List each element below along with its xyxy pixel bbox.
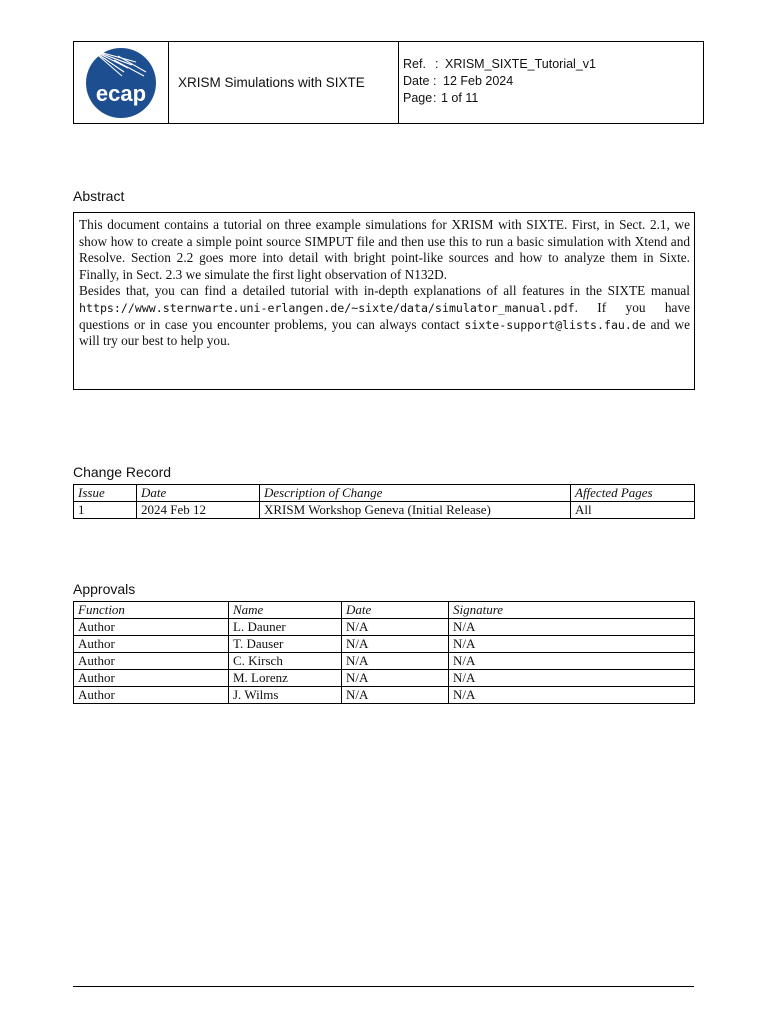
- table-cell: N/A: [449, 619, 695, 636]
- page-label: Page: [403, 91, 433, 105]
- date-row: [403, 73, 703, 90]
- approvals-heading: Approvals: [73, 581, 136, 597]
- column-header: Name: [229, 602, 342, 619]
- ecap-logo: [84, 46, 158, 120]
- column-header: Date: [342, 602, 449, 619]
- column-header: Affected Pages: [571, 485, 695, 502]
- change-record-heading: Change Record: [73, 464, 172, 480]
- table-header-row: [74, 602, 695, 619]
- column-header: Signature: [449, 602, 695, 619]
- table-cell: N/A: [449, 687, 695, 704]
- date-colon: :: [433, 74, 437, 88]
- date-value: 12 Feb 2024: [443, 74, 514, 88]
- table-row: [74, 619, 695, 636]
- ref-label: Ref.: [403, 57, 426, 71]
- table-row: [74, 502, 695, 519]
- column-header: Date: [137, 485, 260, 502]
- table-cell: N/A: [342, 636, 449, 653]
- abstract-heading: Abstract: [73, 188, 125, 204]
- abstract-box: [73, 212, 695, 390]
- table-cell: N/A: [342, 619, 449, 636]
- column-header: Description of Change: [260, 485, 571, 502]
- table-cell: N/A: [449, 636, 695, 653]
- column-header: Function: [74, 602, 229, 619]
- table-header-row: [74, 485, 695, 502]
- ref-colon: :: [435, 57, 439, 71]
- table-cell: Author: [74, 636, 229, 653]
- abstract-text: . If you have questions or in case you encounter problems, you can always contact: [79, 299, 690, 332]
- table-cell: Author: [74, 687, 229, 704]
- table-row: [74, 687, 695, 704]
- abstract-paragraph-2: [79, 283, 690, 349]
- table-cell: M. Lorenz: [229, 670, 342, 687]
- date-label: Date: [403, 74, 430, 88]
- table-cell: N/A: [449, 653, 695, 670]
- table-cell: Author: [74, 619, 229, 636]
- logo-cell: [74, 42, 169, 123]
- document-meta: [399, 42, 703, 123]
- logo-text: ecap: [95, 80, 147, 106]
- table-cell: T. Dauser: [229, 636, 342, 653]
- table-cell: 1: [74, 502, 137, 519]
- table-row: [74, 653, 695, 670]
- document-header: [73, 41, 704, 124]
- table-cell: N/A: [449, 670, 695, 687]
- change-record-table: [73, 484, 695, 519]
- document-title: XRISM Simulations with SIXTE: [169, 42, 399, 123]
- table-row: [74, 670, 695, 687]
- approvals-table: [73, 601, 695, 704]
- table-cell: C. Kirsch: [229, 653, 342, 670]
- abstract-text: and we will try our best to help you.: [79, 316, 690, 349]
- table-row: [74, 636, 695, 653]
- ref-value: XRISM_SIXTE_Tutorial_v1: [445, 57, 596, 71]
- ref-row: [403, 56, 703, 73]
- table-cell: L. Dauner: [229, 619, 342, 636]
- table-cell: Author: [74, 653, 229, 670]
- table-cell: All: [571, 502, 695, 519]
- table-cell: N/A: [342, 670, 449, 687]
- table-cell: J. Wilms: [229, 687, 342, 704]
- table-cell: Author: [74, 670, 229, 687]
- page-row: [403, 90, 703, 107]
- abstract-text: Besides that, you can find a detailed tutorial with in-depth explanations of all features in the SIXTE manual: [79, 283, 690, 299]
- support-email-link[interactable]: sixte-support@lists.fau.de: [464, 317, 646, 332]
- table-cell: 2024 Feb 12: [137, 502, 260, 519]
- page-value: 1 of 11: [441, 91, 479, 105]
- abstract-paragraph-1: This document contains a tutorial on three example simulations for XRISM with SIXTE. First, in Sect. 2.1, we show how to create a simple point source SIMPUT file and then use this to run a basic simulation with Xtend and Resolve. Section 2.2 goes more into detail with bright point-like sources and how to analyze them in Sixte. Finally, in Sect. 2.3 we simulate the first light observation of N132D.: [79, 217, 690, 282]
- manual-link[interactable]: https://www.sternwarte.uni-erlangen.de/~sixte/data/simulator_manual.pdf: [79, 300, 575, 315]
- table-cell: XRISM Workshop Geneva (Initial Release): [260, 502, 571, 519]
- column-header: Issue: [74, 485, 137, 502]
- page-colon: :: [433, 91, 437, 105]
- table-cell: N/A: [342, 687, 449, 704]
- footer-divider: [73, 986, 694, 987]
- table-cell: N/A: [342, 653, 449, 670]
